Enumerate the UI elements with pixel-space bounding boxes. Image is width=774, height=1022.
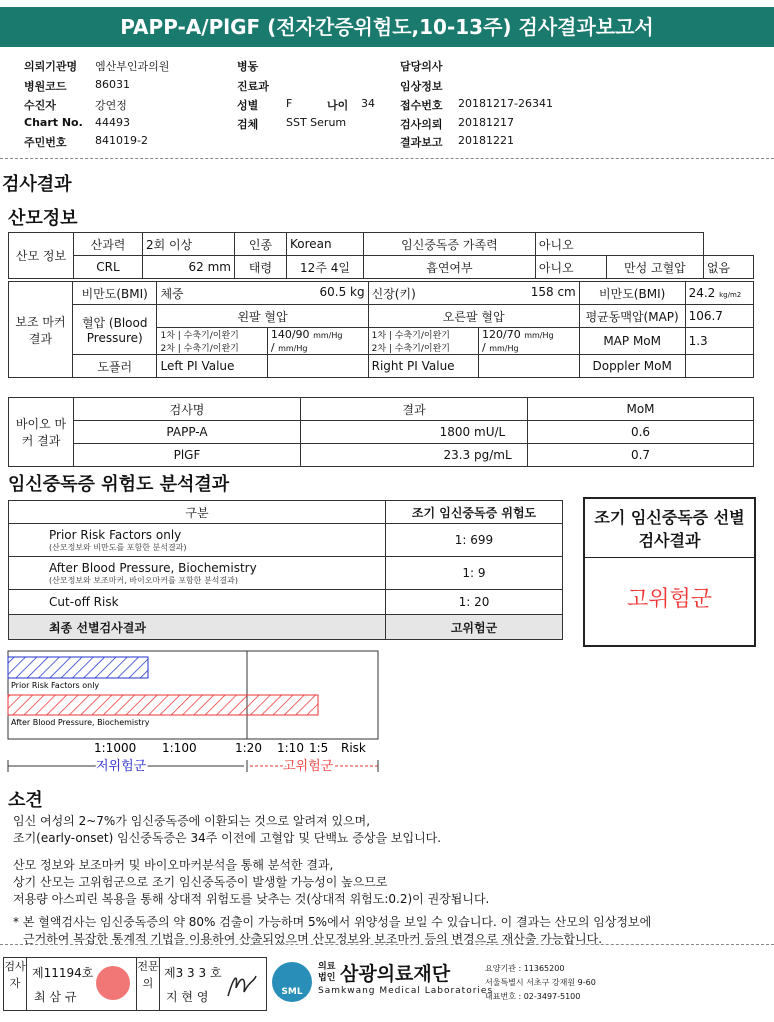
section-result: 검사결과 (2, 174, 72, 195)
info-label: 임상정보 (400, 80, 443, 93)
bio-name: PAPP-A (74, 421, 301, 444)
examiner-name: 최 삼 규 (34, 990, 77, 1004)
examiner-no: 제11194호 (32, 966, 94, 980)
left-bp-2: / (270, 341, 275, 354)
org-tel: 대표번호 : 02-3497-5100 (485, 992, 581, 1001)
bio-header-result: 결과 (301, 398, 528, 421)
bp-label: 혈압 (Blood Pressure) (72, 305, 157, 355)
mapmom-value: 1.3 (685, 328, 753, 355)
footnote-line: * 본 혈액검사는 임신중독증의 약 80% 검출이 가능하며 5%에서 위양성을 보일 수 있습니다. 이 결과는 산모의 임상정보에 (13, 915, 652, 929)
left-bp-label: 왼팔 혈압 (157, 305, 368, 328)
tick-label: 1:10 (277, 741, 304, 755)
crl-value: 62 (188, 260, 204, 274)
height-unit: cm (557, 284, 576, 299)
info-label: 의뢰기관명 (24, 60, 78, 73)
info-label: 검사의뢰 (400, 118, 443, 131)
doppler-label: 도플러 (72, 355, 157, 378)
sys-label: 수축기/이완기 (183, 331, 239, 341)
family-value: 아니오 (535, 233, 703, 256)
info-label: 접수번호 (400, 99, 443, 112)
height-label: 신장(키) (371, 286, 416, 301)
section-mother: 산모정보 (8, 208, 78, 229)
info-value: 강연정 (95, 99, 127, 112)
chronic-label: 만성 고혈압 (606, 256, 703, 279)
smoke-label: 흡연여부 (364, 256, 536, 279)
final-label: 최종 선별검사결과 (9, 615, 386, 640)
parity-label: 산과력 (74, 233, 143, 256)
sex-label: 성별 (237, 99, 259, 112)
unit: mm/Hg (278, 344, 308, 353)
info-label: 병원코드 (24, 80, 67, 93)
unit: mm/Hg (313, 331, 343, 340)
rpi-label: Right PI Value (368, 355, 478, 378)
sys-label: 수축기/이완기 (394, 331, 450, 341)
group-label: 바이오 마커 결과 (9, 398, 74, 467)
bmi-label: 비만도(BMI) (72, 282, 157, 305)
org-code: 요양기관 : 11365200 (485, 964, 565, 973)
risk-header-risk: 조기 임신중독증 위험도 (386, 501, 563, 524)
risk-name: Prior Risk Factors only (49, 527, 182, 542)
crl-label: CRL (74, 256, 143, 279)
mother-table (8, 232, 754, 279)
risk-value: 1: 699 (386, 524, 563, 557)
screening-result-box (583, 497, 756, 647)
risk-bar-chart (0, 648, 390, 778)
sys-label: 수축기/이완기 (183, 344, 239, 354)
info-label: 결과보고 (400, 136, 443, 149)
map-label: 평균동맥압(MAP) (579, 305, 685, 328)
tick-label: Risk (341, 741, 366, 755)
opinion-line: 산모 정보와 보조마커 및 바이오마커분석을 통해 분석한 결과, (13, 858, 334, 872)
org-contact (485, 962, 596, 1004)
divider (0, 944, 774, 945)
ga-value: 12주 4일 (287, 256, 364, 279)
height-value: 158 (530, 284, 554, 299)
bmi2-label: 비만도(BMI) (579, 282, 685, 305)
sex-value: F (286, 97, 293, 110)
weight-unit: kg (350, 284, 365, 299)
signature-block (3, 957, 267, 1011)
risk-name: Cut-off Risk (9, 590, 386, 615)
risk-name: After Blood Pressure, Biochemistry (49, 560, 257, 575)
info-label: 담당의사 (400, 60, 443, 73)
unit: mm/Hg (524, 331, 554, 340)
info-value: 20181217-26341 (458, 97, 553, 110)
tick-label: 1:100 (162, 741, 197, 755)
group-label: 산모 정보 (9, 233, 74, 279)
screening-value: 고위험군 (626, 587, 712, 612)
weight-label: 체중 (160, 286, 184, 301)
chronic-value: 없음 (703, 256, 753, 279)
opinion-text (13, 813, 763, 948)
bio-table (8, 397, 754, 467)
specimen-label: 검체 (237, 118, 259, 131)
right-bp-label: 오른팔 혈압 (368, 305, 579, 328)
dmom-label: Doppler MoM (579, 355, 685, 378)
info-value: 20181221 (458, 134, 514, 147)
section-opinion: 소견 (8, 790, 43, 811)
opinion-line: 상기 산모는 고위험군으로 조기 임신중독증이 발생할 가능성이 높으므로 (13, 875, 388, 889)
race-label: 인종 (235, 233, 287, 256)
report-title: PAPP-A/PlGF (전자간증위험도,10-13주) 검사결과보고서 (0, 7, 774, 47)
dept-label: 진료과 (237, 80, 269, 93)
info-value: 841019-2 (95, 134, 148, 147)
age-label: 나이 (327, 99, 349, 112)
examiner-label: 검사자 (4, 958, 27, 1010)
after-bar-label: After Blood Pressure, Biochemistry (11, 718, 150, 727)
high-risk-label: 고위험군 (283, 759, 334, 774)
info-value: 44493 (95, 116, 130, 129)
bio-header-name: 검사명 (74, 398, 301, 421)
crl-unit: mm (207, 260, 231, 274)
specialist-name: 지 현 영 (166, 990, 209, 1004)
right-bp-2: / (482, 341, 486, 354)
row1-label: 1차 (371, 331, 387, 341)
signature (224, 968, 260, 1002)
bmi-value: 24.2 (688, 286, 716, 300)
ward-label: 병동 (237, 60, 259, 73)
info-label: Chart No. (24, 116, 83, 129)
org-name-en: Samkwang Medical Laboratories (318, 986, 494, 996)
info-label: 주민번호 (24, 136, 67, 149)
race-value: Korean (287, 233, 364, 256)
footnote-line: 근거하여 복잡한 통계적 기법을 이용하여 산출되었으며 산모정보와 보조마커 등의 변경으로 재산출 가능합니다. (23, 932, 603, 946)
smoke-value: 아니오 (535, 256, 606, 279)
tick-label: 1:20 (235, 741, 262, 755)
tick-label: 1:5 (309, 741, 329, 755)
bio-result: 1800 (439, 425, 471, 439)
parity-value: 2회 이상 (143, 233, 235, 256)
left-bp-1: 140/90 (270, 328, 310, 341)
risk-table (8, 500, 563, 640)
info-value: 엠산부인과의원 (95, 60, 170, 73)
mapmom-label: MAP MoM (579, 328, 685, 355)
info-label: 수진자 (24, 99, 56, 112)
bio-header-mom: MoM (528, 398, 754, 421)
low-risk-label: 저위험군 (96, 759, 147, 774)
bio-unit: pg/mL (474, 448, 512, 462)
after-risk-bar (8, 695, 318, 715)
opinion-line: 저용량 아스피린 복용을 통해 상대적 위험도를 낮추는 것(상대적 위험도:0.2)이 권장됩니다. (13, 892, 490, 906)
row2-label: 2차 (371, 344, 387, 354)
risk-sub: (산모정보와 보조마커, 바이오마커를 포함한 분석결과) (49, 575, 238, 585)
row1-label: 1차 (160, 331, 175, 341)
lpi-label: Left PI Value (157, 355, 267, 378)
group-label: 보조 마커 결과 (9, 282, 73, 378)
risk-value: 1: 20 (386, 590, 563, 615)
seal-stamp (96, 966, 130, 1000)
sys-label: 수축기/이완기 (394, 344, 450, 354)
bio-name: PlGF (74, 444, 301, 467)
screening-title: 조기 임신중독증 선별검사결과 (585, 499, 754, 558)
specimen-value: SST Serum (286, 116, 347, 129)
info-value: 86031 (95, 78, 130, 91)
bmi-unit: kg/m2 (719, 291, 742, 299)
bio-result: 23.3 (443, 448, 471, 462)
final-value: 고위험군 (386, 615, 563, 640)
specialist-no: 제3 3 3 호 (164, 966, 222, 980)
risk-header-cat: 구분 (9, 501, 386, 524)
org-tag: 의료 법인 (318, 962, 336, 983)
org-address: 서울특별시 서초구 강재원 9-60 (485, 978, 596, 987)
bio-mom: 0.6 (528, 421, 754, 444)
ga-label: 태령 (235, 256, 287, 279)
age-value: 34 (361, 97, 375, 110)
section-risk: 임신중독증 위험도 분석결과 (8, 474, 230, 495)
row2-label: 2차 (160, 344, 175, 354)
bio-unit: mU/L (474, 425, 506, 439)
family-label: 임신중독증 가족력 (364, 233, 536, 256)
opinion-line: 임신 여성의 2~7%가 임신중독증에 이환되는 것으로 알려져 있으며, (13, 814, 371, 828)
divider (0, 158, 774, 159)
bio-mom: 0.7 (528, 444, 754, 467)
prior-bar-label: Prior Risk Factors only (11, 681, 100, 690)
map-value: 106.7 (685, 305, 753, 328)
tick-label: 1:1000 (94, 741, 137, 755)
aux-table: 보조 마커 결과 비만도(BMI) 체중 60.5 kg 신장(키) 158 cm 비만도(BMI) 24.2 kg/m2 혈압 (Blood Pressure) 왼팔 혈압 오른팔 혈압 평균동맥압(MAP) 106.7 1차 | 수축기/이완기 2차 | 수축기/이완기 140/90 mm/Hg / mm/Hg 1차 | 수축기/이완기 2차 | 수축기/이완기 120/70 mm/Hg / mm/Hg MAP MoM 1.3 도플러 Left PI Value Right PI Value Doppler MoM (8, 281, 754, 378)
org-name: 삼광의료재단 (340, 963, 451, 985)
opinion-line: 조기(early-onset) 임신중독증은 34주 이전에 고혈압 및 단백뇨 증상을 보입니다. (13, 831, 442, 845)
risk-sub: (산모정보와 비만도를 포함한 분석결과) (49, 542, 187, 552)
sml-logo: SML (272, 962, 312, 1002)
specialist-label: 전문의 (136, 958, 160, 1010)
prior-risk-bar (8, 657, 148, 678)
unit: mm/Hg (489, 344, 519, 353)
info-value: 20181217 (458, 116, 514, 129)
weight-value: 60.5 (319, 284, 347, 299)
risk-value: 1: 9 (386, 557, 563, 590)
right-bp-1: 120/70 (482, 328, 521, 341)
